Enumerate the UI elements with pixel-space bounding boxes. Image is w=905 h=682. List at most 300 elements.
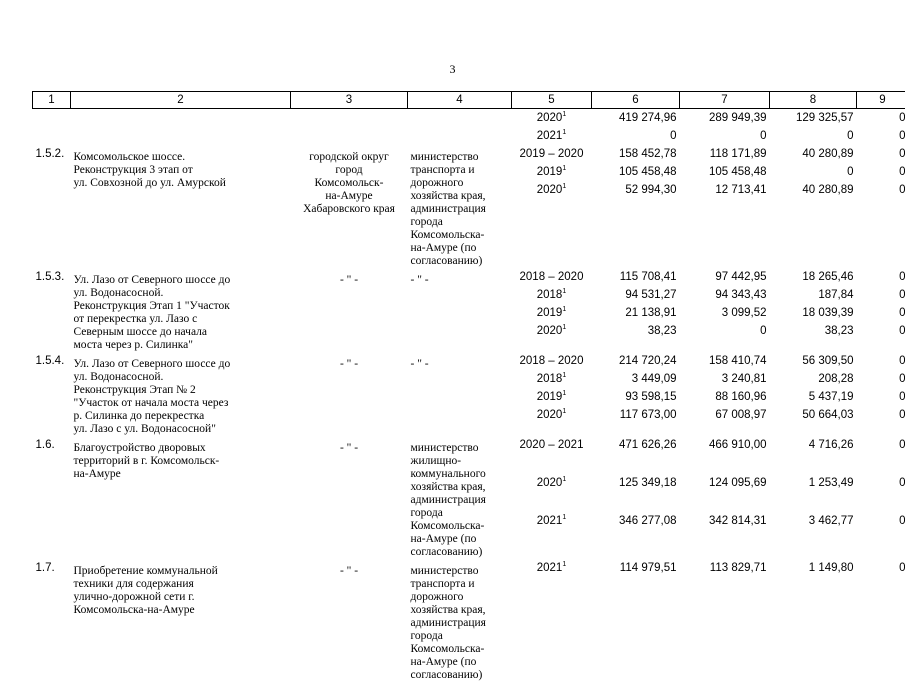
federal-amount-text: 0 — [760, 325, 766, 337]
total-amount-value — [595, 370, 677, 388]
period-text: 2020 — [537, 409, 563, 421]
local-amount-value — [860, 388, 905, 406]
total-amount-text: 105 458,48 — [619, 166, 677, 178]
budget-table — [32, 91, 905, 682]
responsible-executor-line: Комсомольска- — [411, 643, 509, 656]
responsible-executor-line: Комсомольска- — [411, 520, 509, 533]
table-row — [33, 436, 905, 559]
responsible-executor-line: администрация — [411, 203, 509, 216]
item-number-text: 1.5.2. — [36, 145, 68, 163]
period-value — [515, 370, 589, 388]
regional-amount-text: 5 437,19 — [809, 391, 854, 403]
local-amount — [857, 559, 905, 682]
local-amount-value — [860, 268, 905, 286]
federal-amount-value — [683, 436, 767, 454]
regional-amount-value — [773, 559, 854, 577]
executor-line: - " - — [294, 565, 405, 578]
period-text: 2020 — [537, 112, 563, 124]
measure-name-line: ул. Лазо с ул. Водонасосной" — [74, 423, 288, 436]
period-value — [515, 322, 589, 340]
period — [512, 109, 592, 146]
total-amount — [592, 268, 680, 352]
superscript-mark: 1 — [562, 111, 566, 118]
total-amount-text: 158 452,78 — [619, 148, 677, 160]
local-amount-text: 0 — [899, 112, 905, 124]
measure-name-line: Ул. Лазо от Северного шоссе до — [74, 358, 288, 371]
total-amount-value — [595, 512, 677, 530]
local-amount-value — [860, 512, 905, 530]
responsible-executor-line: транспорта и — [411, 164, 509, 177]
table-row — [33, 352, 905, 436]
federal-amount-value — [683, 512, 767, 530]
measure-name-line: "Участок от начала моста через — [74, 397, 288, 410]
local-amount-value — [860, 163, 905, 181]
local-amount — [857, 352, 905, 436]
local-amount-text: 0 — [899, 307, 905, 319]
responsible-executor — [408, 268, 512, 352]
federal-amount — [680, 145, 770, 268]
responsible-executor-line: Комсомольска- — [411, 229, 509, 242]
local-amount-value — [860, 370, 905, 388]
period-value — [515, 474, 589, 492]
executor-line: город — [294, 164, 405, 177]
responsible-executor-line: города — [411, 507, 509, 520]
superscript-mark: 1 — [562, 514, 566, 521]
period-text: 2018 – 2020 — [520, 271, 584, 283]
executor-line: на-Амуре — [294, 190, 405, 203]
local-amount-text: 0 — [899, 289, 905, 301]
responsible-executor-line: транспорта и — [411, 578, 509, 591]
item-number-text: 1.5.3. — [36, 268, 68, 286]
federal-amount — [680, 559, 770, 682]
measure-name — [71, 352, 291, 436]
local-amount — [857, 436, 905, 559]
column-header: 6 — [592, 92, 680, 109]
federal-amount-value — [683, 474, 767, 492]
federal-amount-text: 12 713,41 — [715, 184, 766, 196]
regional-amount-text: 18 265,46 — [802, 271, 853, 283]
regional-amount-value — [773, 181, 854, 199]
total-amount-value — [595, 388, 677, 406]
federal-amount-text: 342 814,31 — [709, 515, 767, 527]
period-value — [515, 388, 589, 406]
measure-name-line: Реконструкция Этап № 2 — [74, 384, 288, 397]
responsible-executor-line: на-Амуре (по — [411, 533, 509, 546]
federal-amount-value — [683, 181, 767, 199]
regional-amount-text: 40 280,89 — [802, 148, 853, 160]
regional-amount-text: 0 — [847, 166, 853, 178]
measure-name-line: улично-дорожной сети г. — [74, 591, 288, 604]
table-row — [33, 559, 905, 682]
period-value — [515, 406, 589, 424]
regional-amount-value — [773, 406, 854, 424]
regional-amount-text: 40 280,89 — [802, 184, 853, 196]
federal-amount-value — [683, 127, 767, 145]
regional-amount-value — [773, 370, 854, 388]
total-amount-text: 115 708,41 — [620, 271, 677, 283]
total-amount-text: 346 277,08 — [619, 515, 677, 527]
regional-amount-text: 129 325,57 — [796, 112, 854, 124]
local-amount-value — [860, 474, 905, 492]
regional-amount-value — [773, 268, 854, 286]
period-value — [515, 145, 589, 163]
period-text: 2020 — [537, 184, 563, 196]
regional-amount-value — [773, 304, 854, 322]
regional-amount-text: 18 039,39 — [802, 307, 853, 319]
local-amount — [857, 268, 905, 352]
responsible-executor-line: согласованию) — [411, 669, 509, 682]
total-amount — [592, 559, 680, 682]
responsible-executor-line: города — [411, 630, 509, 643]
responsible-executor-line: министерство — [411, 442, 509, 455]
measure-name — [71, 268, 291, 352]
regional-amount — [770, 559, 857, 682]
measure-name-line: ул. Совхозной до ул. Амурской — [74, 177, 288, 190]
local-amount-text: 0 — [899, 515, 905, 527]
federal-amount-text: 97 442,95 — [715, 271, 766, 283]
federal-amount-value — [683, 109, 767, 127]
executor-line: Хабаровского края — [294, 203, 405, 216]
column-header: 2 — [71, 92, 291, 109]
measure-name-line: от перекрестка ул. Лазо с — [74, 313, 288, 326]
measure-name-line: техники для содержания — [74, 578, 288, 591]
regional-amount-text: 56 309,50 — [802, 355, 853, 367]
measure-name-line: моста через р. Силинка" — [74, 339, 288, 352]
total-amount-text: 114 979,51 — [620, 562, 677, 574]
responsible-executor-line: города — [411, 216, 509, 229]
federal-amount-value — [683, 388, 767, 406]
federal-amount — [680, 352, 770, 436]
responsible-executor-line: - " - — [411, 274, 509, 287]
local-amount-text: 0 — [899, 184, 905, 196]
column-header: 1 — [33, 92, 71, 109]
executor — [291, 436, 408, 559]
total-amount — [592, 109, 680, 146]
period — [512, 559, 592, 682]
measure-name-line: ул. Водонасосной. — [74, 287, 288, 300]
superscript-mark: 1 — [562, 476, 566, 483]
local-amount — [857, 145, 905, 268]
item-number — [33, 268, 71, 352]
regional-amount-value — [773, 352, 854, 370]
local-amount-text: 0 — [899, 271, 905, 283]
item-number-text: 1.7. — [36, 559, 68, 577]
executor — [291, 559, 408, 682]
total-amount — [592, 352, 680, 436]
responsible-executor-line: администрация — [411, 617, 509, 630]
period-value — [515, 181, 589, 199]
total-amount-value — [595, 352, 677, 370]
superscript-mark: 1 — [562, 324, 566, 331]
local-amount-value — [860, 181, 905, 199]
responsible-executor-line: дорожного — [411, 591, 509, 604]
federal-amount-text: 289 949,39 — [709, 112, 767, 124]
federal-amount — [680, 436, 770, 559]
period-text: 2020 — [537, 325, 563, 337]
header-row — [33, 92, 905, 109]
federal-amount-text: 67 008,97 — [715, 409, 766, 421]
total-amount-text: 94 531,27 — [625, 289, 676, 301]
responsible-executor — [408, 109, 512, 146]
period — [512, 268, 592, 352]
local-amount-text: 0 — [899, 130, 905, 142]
item-number — [33, 352, 71, 436]
period-text: 2020 – 2021 — [520, 439, 584, 451]
regional-amount-value — [773, 145, 854, 163]
responsible-executor — [408, 436, 512, 559]
superscript-mark: 1 — [562, 561, 566, 568]
regional-amount-text: 187,84 — [818, 289, 853, 301]
superscript-mark: 1 — [562, 165, 566, 172]
period-text: 2021 — [537, 562, 563, 574]
period-text: 2019 — [537, 391, 563, 403]
responsible-executor — [408, 145, 512, 268]
measure-name — [71, 436, 291, 559]
federal-amount-value — [683, 304, 767, 322]
local-amount-value — [860, 322, 905, 340]
local-amount-text: 0 — [899, 373, 905, 385]
period-value — [515, 268, 589, 286]
federal-amount-value — [683, 406, 767, 424]
period-value — [515, 127, 589, 145]
item-number-text: 1.6. — [36, 436, 68, 454]
federal-amount-text: 124 095,69 — [709, 477, 767, 489]
responsible-executor-line: министерство — [411, 565, 509, 578]
local-amount-text: 0 — [899, 166, 905, 178]
local-amount-value — [860, 304, 905, 322]
responsible-executor-line: хозяйства края, — [411, 481, 509, 494]
total-amount-value — [595, 322, 677, 340]
executor — [291, 145, 408, 268]
federal-amount-text: 88 160,96 — [715, 391, 766, 403]
total-amount-text: 0 — [670, 130, 676, 142]
local-amount-value — [860, 127, 905, 145]
page-number: 3 — [0, 62, 905, 77]
local-amount-text: 0 — [899, 439, 905, 451]
item-number — [33, 436, 71, 559]
local-amount-value — [860, 286, 905, 304]
regional-amount-value — [773, 388, 854, 406]
regional-amount-value — [773, 163, 854, 181]
period-text: 2018 — [537, 289, 563, 301]
regional-amount-value — [773, 322, 854, 340]
period-text: 2020 — [537, 477, 563, 489]
executor — [291, 268, 408, 352]
total-amount-value — [595, 163, 677, 181]
regional-amount-text: 1 253,49 — [809, 477, 854, 489]
table-row — [33, 145, 905, 268]
local-amount-value — [860, 145, 905, 163]
executor-line: - " - — [294, 358, 405, 371]
executor-line: - " - — [294, 274, 405, 287]
total-amount — [592, 436, 680, 559]
total-amount-text: 214 720,24 — [619, 355, 677, 367]
responsible-executor-line: хозяйства края, — [411, 604, 509, 617]
local-amount-text: 0 — [899, 391, 905, 403]
measure-name-line: Комсомольское шоссе. — [74, 151, 288, 164]
responsible-executor-line: администрация — [411, 494, 509, 507]
federal-amount-text: 94 343,43 — [715, 289, 766, 301]
federal-amount-value — [683, 352, 767, 370]
period-text: 2021 — [537, 515, 563, 527]
local-amount-text: 0 — [899, 355, 905, 367]
federal-amount — [680, 268, 770, 352]
total-amount-value — [595, 304, 677, 322]
regional-amount-text: 4 716,26 — [809, 439, 854, 451]
total-amount-text: 38,23 — [648, 325, 677, 337]
superscript-mark: 1 — [562, 408, 566, 415]
superscript-mark: 1 — [562, 372, 566, 379]
federal-amount-value — [683, 322, 767, 340]
federal-amount-text: 3 099,52 — [722, 307, 767, 319]
measure-name-line: территорий в г. Комсомольск- — [74, 455, 288, 468]
regional-amount — [770, 436, 857, 559]
superscript-mark: 1 — [562, 390, 566, 397]
federal-amount-value — [683, 370, 767, 388]
executor-line: - " - — [294, 442, 405, 455]
federal-amount-value — [683, 145, 767, 163]
regional-amount-value — [773, 512, 854, 530]
column-header: 5 — [512, 92, 592, 109]
period-text: 2019 — [537, 307, 563, 319]
regional-amount — [770, 268, 857, 352]
local-amount-value — [860, 352, 905, 370]
federal-amount-text: 105 458,48 — [709, 166, 767, 178]
federal-amount-text: 3 240,81 — [722, 373, 767, 385]
period-value — [515, 109, 589, 127]
local-amount-text: 0 — [899, 562, 905, 574]
superscript-mark: 1 — [562, 306, 566, 313]
total-amount-value — [595, 436, 677, 454]
item-number — [33, 145, 71, 268]
total-amount — [592, 145, 680, 268]
regional-amount — [770, 145, 857, 268]
superscript-mark: 1 — [562, 288, 566, 295]
regional-amount-value — [773, 109, 854, 127]
federal-amount-value — [683, 286, 767, 304]
federal-amount-value — [683, 268, 767, 286]
total-amount-text: 117 673,00 — [620, 409, 677, 421]
responsible-executor-line: - " - — [411, 358, 509, 371]
item-number-text — [36, 109, 68, 127]
item-number-text: 1.5.4. — [36, 352, 68, 370]
local-amount-text: 0 — [899, 325, 905, 337]
total-amount-text: 471 626,26 — [619, 439, 677, 451]
federal-amount — [680, 109, 770, 146]
period-value — [515, 286, 589, 304]
period-value — [515, 163, 589, 181]
column-header: 3 — [291, 92, 408, 109]
measure-name-line: на-Амуре — [74, 468, 288, 481]
responsible-executor-line: на-Амуре (по — [411, 656, 509, 669]
column-header: 8 — [770, 92, 857, 109]
total-amount-text: 125 349,18 — [619, 477, 677, 489]
executor-line: городской округ — [294, 151, 405, 164]
total-amount-value — [595, 127, 677, 145]
measure-name — [71, 145, 291, 268]
regional-amount-text: 50 664,03 — [802, 409, 853, 421]
period — [512, 145, 592, 268]
total-amount-value — [595, 145, 677, 163]
superscript-mark: 1 — [562, 129, 566, 136]
period — [512, 436, 592, 559]
regional-amount-value — [773, 436, 854, 454]
column-header: 4 — [408, 92, 512, 109]
regional-amount-text: 1 149,80 — [809, 562, 854, 574]
regional-amount-value — [773, 474, 854, 492]
regional-amount-value — [773, 286, 854, 304]
federal-amount-text: 158 410,74 — [709, 355, 767, 367]
total-amount-value — [595, 268, 677, 286]
period-text: 2019 – 2020 — [520, 148, 584, 160]
period-text: 2018 – 2020 — [520, 355, 584, 367]
total-amount-value — [595, 406, 677, 424]
table-row — [33, 268, 905, 352]
total-amount-value — [595, 286, 677, 304]
responsible-executor-line: коммунального — [411, 468, 509, 481]
responsible-executor-line: согласованию) — [411, 546, 509, 559]
federal-amount-text: 466 910,00 — [709, 439, 767, 451]
column-header: 9 — [857, 92, 905, 109]
federal-amount-text: 118 171,89 — [710, 148, 767, 160]
local-amount-text: 0 — [899, 148, 905, 160]
regional-amount-text: 3 462,77 — [809, 515, 854, 527]
period-text: 2019 — [537, 166, 563, 178]
measure-name-line: Реконструкция 3 этап от — [74, 164, 288, 177]
responsible-executor-line: министерство — [411, 151, 509, 164]
measure-name-line: ул. Водонасосной. — [74, 371, 288, 384]
federal-amount-value — [683, 559, 767, 577]
superscript-mark: 1 — [562, 183, 566, 190]
responsible-executor-line: хозяйства края, — [411, 190, 509, 203]
measure-name — [71, 559, 291, 682]
regional-amount — [770, 109, 857, 146]
item-number — [33, 559, 71, 682]
regional-amount-value — [773, 127, 854, 145]
total-amount-text: 419 274,96 — [619, 112, 677, 124]
total-amount-value — [595, 109, 677, 127]
period-value — [515, 512, 589, 530]
period-text: 2018 — [537, 373, 563, 385]
local-amount-value — [860, 406, 905, 424]
total-amount-value — [595, 559, 677, 577]
measure-name-line: Северным шоссе до начала — [74, 326, 288, 339]
regional-amount-text: 0 — [847, 130, 853, 142]
local-amount-text: 0 — [899, 409, 905, 421]
responsible-executor-line: жилищно- — [411, 455, 509, 468]
local-amount-value — [860, 436, 905, 454]
local-amount-value — [860, 109, 905, 127]
table-row — [33, 109, 905, 146]
local-amount — [857, 109, 905, 146]
local-amount-text: 0 — [899, 477, 905, 489]
responsible-executor-line: на-Амуре (по — [411, 242, 509, 255]
responsible-executor — [408, 559, 512, 682]
executor-line: Комсомольск- — [294, 177, 405, 190]
regional-amount-text: 208,28 — [818, 373, 853, 385]
total-amount-text: 3 449,09 — [632, 373, 677, 385]
measure-name-line: р. Силинка до перекрестка — [74, 410, 288, 423]
measure-name-line: Реконструкция Этап 1 "Участок — [74, 300, 288, 313]
local-amount-value — [860, 559, 905, 577]
total-amount-text: 21 138,91 — [625, 307, 676, 319]
measure-name-line: Комсомольска-на-Амуре — [74, 604, 288, 617]
executor-spacer — [294, 109, 405, 115]
measure-name-spacer — [74, 109, 288, 115]
period-value — [515, 304, 589, 322]
federal-amount-value — [683, 163, 767, 181]
total-amount-text: 52 994,30 — [625, 184, 676, 196]
